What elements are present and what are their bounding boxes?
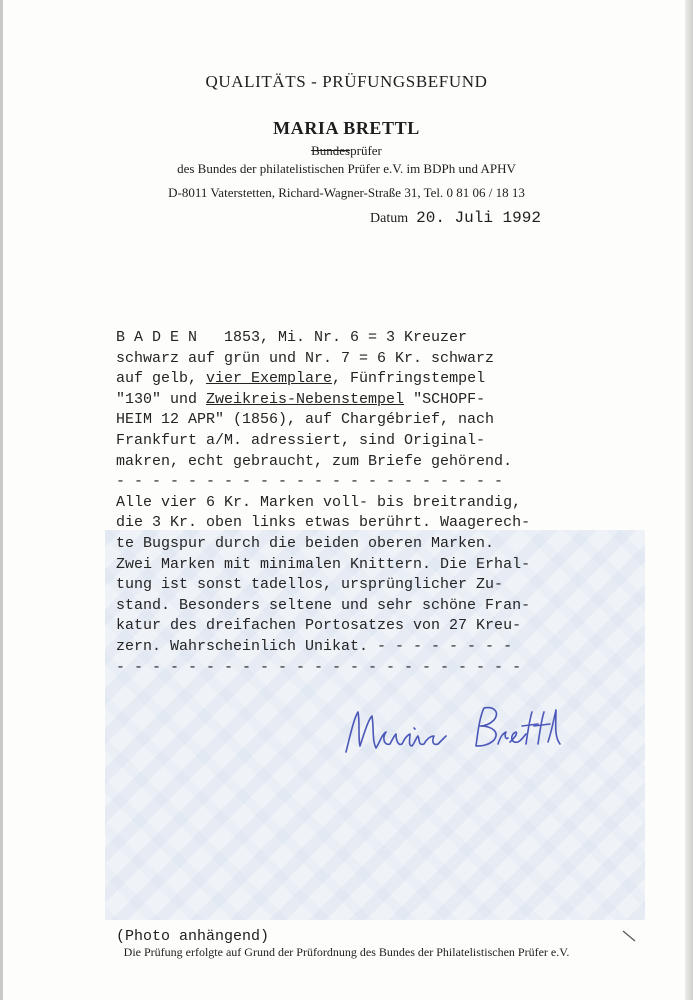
body-line: katur des dreifachen Portosatzes von 27 Kreu- [116,617,522,635]
body-line: zern. Wahrscheinlich Unikat. - - - - - - - - [116,637,513,655]
underlined-text: vier Exemplare [206,370,333,388]
separator-line: - - - - - - - - - - - - - - - - - - - - - - - [116,658,522,676]
body-text-segment: "SCHOPF- [404,390,486,408]
role-suffix: prüfer [350,143,382,158]
footer-note: Die Prüfung erfolgte auf Grund der Prüfordnung des Bundes der Philatelistischen Prüfer e.V. [123,945,570,959]
body-line: schwarz auf grün und Nr. 7 = 6 Kr. schwarz [116,349,495,367]
examiner-role [0,143,693,159]
body-line: Alle vier 6 Kr. Marken voll- bis breitrandig, [116,493,522,511]
body-line [116,369,676,390]
body-line: Frankfurt a/M. adressiert, sind Original- [116,431,486,449]
body-line: die 3 Kr. oben links etwas berührt. Waagerech- [116,514,531,532]
separator-line: - - - - - - - - - - - - - - - - - - - - - - [116,473,504,491]
body-line: B A D E N 1853, Mi. Nr. 6 = 3 Kreuzer [116,329,468,346]
date-line [370,209,541,227]
body-line: tung ist sonst tadellos, ursprünglicher Zu- [116,576,504,594]
association-line: des Bundes der philatelistischen Prüfer e.V. im BDPh und APHV [177,161,516,176]
certificate-body-text [116,328,676,678]
underlined-text: Zweikreis-Nebenstempel [206,390,405,408]
handwritten-signature [338,700,578,764]
role-struck-prefix: Bundes [311,143,351,158]
date-value: 20. Juli 1992 [416,209,541,227]
body-line: makren, echt gebraucht, zum Briefe gehörend. [116,452,513,470]
date-label: Datum [370,211,409,226]
photo-attached-note: (Photo anhängend) [116,928,270,945]
body-line: stand. Besonders seltene und sehr schöne Fran- [116,596,531,614]
examiner-name: MARIA BRETTL [273,118,420,138]
body-text-segment: , Fünfringstempel [332,370,486,388]
body-line [116,390,676,411]
body-line: Zwei Marken mit minimalen Knittern. Die Erhal- [116,555,531,573]
corner-mark-icon [622,930,636,942]
body-text-segment: auf gelb, [116,370,207,388]
body-line: HEIM 12 APR" (1856), auf Chargébrief, nach [116,411,495,429]
body-line: te Bugspur durch die beiden oberen Marken. [116,534,495,552]
certificate-title: QUALITÄTS - PRÜFUNGSBEFUND [205,72,488,91]
body-text-segment: "130" und [116,390,207,408]
address-line: D-8011 Vaterstetten, Richard-Wagner-Straße 31, Tel. 0 81 06 / 18 13 [168,185,525,200]
